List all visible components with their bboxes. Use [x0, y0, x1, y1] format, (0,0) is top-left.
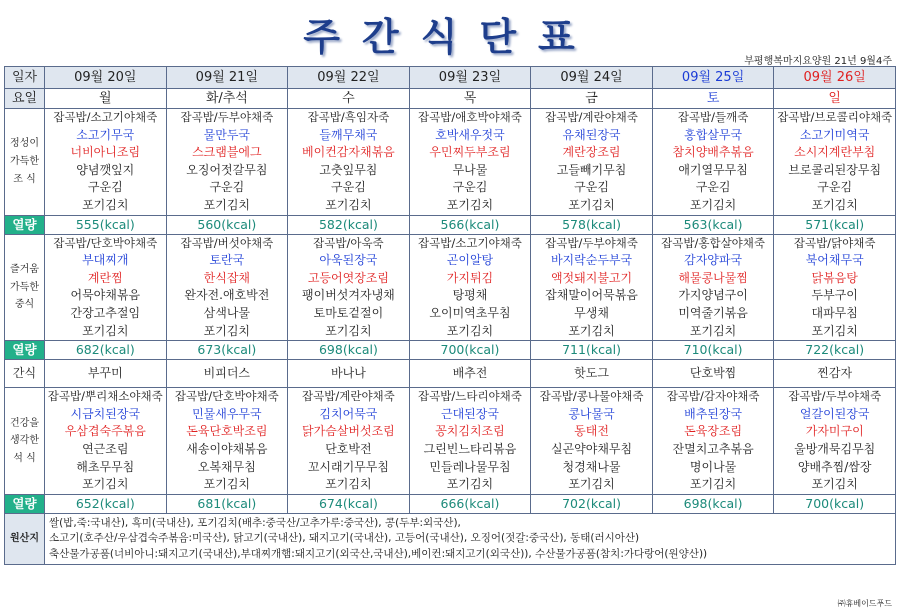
dinner-row-cell [166, 388, 288, 495]
breakfast-row [5, 109, 896, 216]
lunch-row-cell [288, 234, 410, 341]
date-cell: 09월 23일 [409, 67, 531, 89]
menu-item: 구운김 [695, 180, 731, 195]
menu-item: 무나물 [452, 162, 488, 177]
lunch-row-cell [774, 234, 896, 341]
breakfast-row-cell [409, 109, 531, 216]
menu-item: 팽이버섯겨자냉채 [302, 288, 395, 303]
menu-item: 김치어묵국 [319, 406, 378, 421]
dinner-row-label-line: 생각한 [10, 435, 39, 447]
menu-item: 고들빼기무침 [556, 162, 627, 177]
menu-item: 잡곡밥/감자야채죽 [666, 389, 760, 404]
date-cell: 09월 24일 [531, 67, 653, 89]
menu-item: 우민찌두부조림 [429, 145, 511, 160]
menu-item: 고등어엿장조림 [307, 270, 389, 285]
menu-item: 포기김치 [689, 197, 737, 212]
menu-item: 포기김치 [568, 477, 615, 492]
menu-item: 잡곡밥/느타리야채죽 [418, 389, 522, 404]
menu-item: 유채된장국 [562, 127, 621, 142]
lunch-row-label-line: 중식 [14, 299, 35, 311]
menu-item: 두부구이 [811, 288, 858, 303]
menu-item: 잡곡밥/닭야채죽 [793, 235, 876, 250]
menu-item: 잡곡밥/흑임자죽 [307, 110, 390, 124]
snack-cell: 비피더스 [166, 360, 288, 388]
snack-cell: 배추전 [409, 360, 531, 388]
menu-item: 포기김치 [568, 197, 615, 212]
dinner-row-cell [652, 388, 774, 495]
menu-item: 민물새우무국 [192, 406, 262, 421]
breakfast-row-label-line: 가득한 [10, 155, 39, 167]
menu-item: 청경채나물 [562, 459, 621, 474]
kcal-cell: 674(kcal) [288, 494, 410, 513]
menu-item: 구운김 [574, 180, 609, 195]
dinner-row-label-line: 건강을 [10, 417, 39, 429]
menu-item: 잡곡밥/계란야채죽 [302, 389, 395, 404]
kcal-cell: 652(kcal) [45, 494, 167, 513]
kcal-label: 열량 [5, 215, 45, 234]
dinner-row-kcal-row [5, 494, 896, 513]
kcal-cell: 582(kcal) [288, 215, 410, 234]
menu-item: 포기김치 [689, 323, 737, 338]
kcal-label: 열량 [5, 494, 45, 513]
menu-item: 북어채무국 [805, 253, 864, 268]
dow-cell: 일 [774, 89, 896, 109]
menu-item: 참치양배추볶음 [672, 145, 754, 160]
date-cell: 09월 26일 [774, 67, 896, 89]
menu-item: 잡채말이어묵볶음 [545, 288, 638, 303]
date-cell: 09월 25일 [652, 67, 774, 89]
menu-item: 잡곡밥/홍합살야채죽 [661, 235, 766, 250]
dow-cell: 금 [531, 89, 653, 109]
lunch-row-cell [45, 234, 167, 341]
menu-item: 계란찜 [87, 270, 123, 285]
kcal-cell: 698(kcal) [288, 341, 410, 360]
menu-item: 잡곡밥/두부야채죽 [545, 235, 638, 250]
menu-item: 포기김치 [446, 323, 494, 338]
dinner-row-cell [774, 388, 896, 495]
menu-item: 잡곡밥/소고기야채죽 [418, 235, 522, 250]
menu-item: 새송이야채볶음 [186, 441, 268, 456]
date-cell: 09월 20일 [45, 67, 167, 89]
dinner-row-label [5, 388, 45, 495]
kcal-cell: 673(kcal) [166, 341, 288, 360]
date-row [5, 67, 896, 89]
menu-item: 해초무무침 [76, 459, 135, 474]
snack-cell: 부꾸미 [45, 360, 167, 388]
breakfast-row-cell [45, 109, 167, 216]
menu-item: 한식잡채 [203, 270, 251, 285]
menu-item: 실곤약야채무침 [550, 441, 633, 456]
menu-item: 시금치된장국 [70, 406, 141, 421]
menu-item: 소고기무국 [76, 127, 135, 142]
menu-item: 포기김치 [325, 323, 372, 338]
menu-item: 구운김 [209, 180, 245, 195]
menu-item: 포기김치 [811, 197, 858, 212]
menu-item: 토란국 [209, 253, 245, 268]
menu-item: 삼색나물 [203, 305, 251, 320]
menu-item: 어묵야채볶음 [70, 288, 141, 303]
menu-item: 구운김 [817, 180, 853, 195]
menu-item: 오징어젓갈무침 [186, 162, 268, 177]
menu-item: 미역줄기볶음 [678, 305, 748, 320]
kcal-cell: 681(kcal) [166, 494, 288, 513]
kcal-cell: 710(kcal) [652, 341, 774, 360]
origin-line: 소고기(호주산/우삼겹숙주볶음:미국산), 닭고기(국내산), 돼지고기(국내산), 고등어(국내산), 오징어(젓갈:중국산), 동태(러시아산) [49, 532, 640, 545]
menu-item: 잡곡밥/두부야채죽 [788, 389, 882, 404]
kcal-cell: 698(kcal) [652, 494, 774, 513]
dow-cell: 토 [652, 89, 774, 109]
origin-line: 쌀(밥,죽:국내산), 흑미(국내산), 포기김치(배추:중국산/고추가루:중국산), 콩(두부:외국산), [49, 516, 461, 529]
menu-item: 꼬시래기무무침 [307, 459, 389, 474]
date-label: 일자 [5, 67, 45, 89]
menu-item: 포기김치 [689, 477, 737, 492]
dinner-row-cell [409, 388, 531, 495]
breakfast-row-cell [774, 109, 896, 216]
menu-item: 꽁치김치조림 [435, 424, 505, 439]
menu-item: 잡곡밥/들깨죽 [677, 110, 749, 124]
menu-item: 아욱된장국 [319, 253, 378, 268]
dow-cell: 수 [288, 89, 410, 109]
menu-item: 돈육단호박조림 [186, 424, 268, 439]
menu-item: 호박새우젓국 [435, 127, 505, 142]
menu-item: 구운김 [452, 180, 488, 195]
dow-cell: 목 [409, 89, 531, 109]
kcal-cell: 700(kcal) [409, 341, 531, 360]
menu-item: 단호박전 [325, 441, 372, 456]
lunch-row-cell [652, 234, 774, 341]
menu-item: 홍합살무국 [684, 127, 743, 142]
menu-item: 부대찌개 [82, 253, 129, 268]
breakfast-row-cell [652, 109, 774, 216]
menu-item: 바지락순두부국 [550, 253, 633, 268]
menu-item: 베이컨감자채볶음 [302, 145, 395, 160]
menu-item: 감자양파국 [684, 253, 743, 268]
menu-item: 포기김치 [568, 323, 615, 338]
lunch-row-cell [409, 234, 531, 341]
menu-item: 닭볶음탕 [811, 270, 858, 285]
menu-item: 잡곡밥/두부야채죽 [180, 110, 274, 124]
snack-cell: 바나나 [288, 360, 410, 388]
snack-cell: 찐감자 [774, 360, 896, 388]
menu-item: 너비아니조림 [70, 145, 141, 160]
snack-row [5, 360, 896, 388]
origin-label: 원산지 [5, 513, 45, 565]
menu-item: 포기김치 [203, 477, 251, 492]
menu-item: 포기김치 [811, 323, 858, 338]
menu-item: 연근조림 [82, 441, 129, 456]
menu-item: 돈육장조림 [684, 424, 743, 439]
menu-item: 잡곡밥/애호박야채죽 [418, 110, 522, 124]
menu-item: 완자전.애호박전 [184, 288, 270, 303]
menu-item: 포기김치 [446, 197, 494, 212]
origin-line: 축산물가공품(너비아니:돼지고기(국내산),부대찌개햄:돼지고기(외국산,국내산),베이컨:돼지고기(외국산)), 수산물가공품(참치:가다랑어(원양산)) [49, 547, 708, 560]
dinner-row-cell [288, 388, 410, 495]
menu-item: 무생채 [574, 305, 609, 320]
breakfast-row-kcal-row [5, 215, 896, 234]
menu-item: 포기김치 [446, 477, 494, 492]
menu-item: 소고기미역국 [799, 127, 870, 142]
breakfast-row-label-line: 정성이 [10, 138, 39, 150]
lunch-row [5, 234, 896, 341]
menu-item: 양배추찜/쌈장 [797, 459, 872, 474]
lunch-row-cell [166, 234, 288, 341]
menu-item: 잡곡밥/브로콜리야채죽 [777, 110, 893, 124]
menu-item: 토마토겉절이 [313, 305, 384, 320]
menu-item: 명이나물 [689, 459, 737, 474]
menu-item: 고춧잎무침 [319, 162, 378, 177]
kcal-cell: 566(kcal) [409, 215, 531, 234]
kcal-cell: 571(kcal) [774, 215, 896, 234]
menu-item: 그린빈느타리볶음 [423, 441, 517, 456]
menu-item: 배추된장국 [684, 406, 743, 421]
menu-item: 계란장조림 [562, 145, 621, 160]
lunch-row-cell [531, 234, 653, 341]
dow-cell: 화/추석 [166, 89, 288, 109]
lunch-row-kcal-row [5, 341, 896, 360]
kcal-cell: 702(kcal) [531, 494, 653, 513]
kcal-cell: 722(kcal) [774, 341, 896, 360]
menu-item: 오이미역초무침 [429, 305, 511, 320]
menu-item: 잡곡밥/단호박야채죽 [174, 389, 279, 404]
menu-item: 애기열무무침 [678, 162, 748, 177]
menu-item: 우삼겹숙주볶음 [64, 424, 146, 439]
menu-item: 닭가슴살버섯조림 [302, 424, 395, 439]
breakfast-row-label-line: 조 식 [13, 173, 36, 185]
kcal-cell: 666(kcal) [409, 494, 531, 513]
page-subtitle: 부평행복마지요양원 21년 9월4주 [744, 56, 892, 67]
menu-item: 잡곡밥/뿌리채소야채죽 [47, 389, 163, 404]
kcal-cell: 682(kcal) [45, 341, 167, 360]
menu-item: 근대된장국 [440, 406, 499, 421]
origin-text [45, 513, 896, 565]
breakfast-row-cell [288, 109, 410, 216]
dinner-row-cell [45, 388, 167, 495]
menu-item: 구운김 [331, 180, 366, 195]
menu-item: 잡곡밥/계란야채죽 [545, 110, 638, 124]
dinner-row-cell [531, 388, 653, 495]
dow-row [5, 89, 896, 109]
snack-label: 간식 [5, 360, 45, 388]
menu-item: 포기김치 [82, 477, 129, 492]
menu-item: 액젓돼지불고기 [550, 270, 633, 285]
kcal-cell: 555(kcal) [45, 215, 167, 234]
menu-item: 잡곡밥/소고기야채죽 [53, 110, 158, 124]
snack-cell: 핫도그 [531, 360, 653, 388]
menu-item: 탕평채 [452, 288, 488, 303]
menu-item: 포기김치 [82, 197, 129, 212]
dinner-row-label-line: 석 식 [13, 452, 36, 464]
menu-item: 잡곡밥/단호박야채죽 [53, 235, 158, 250]
menu-item: 양념깻잎지 [76, 162, 135, 177]
footer-brand: ㈜휴베이드푸드 [837, 599, 892, 608]
lunch-row-label [5, 234, 45, 341]
kcal-cell: 711(kcal) [531, 341, 653, 360]
snack-cell: 단호박찜 [652, 360, 774, 388]
dinner-row [5, 388, 896, 495]
menu-item: 들깨무채국 [319, 127, 378, 142]
menu-item: 대파무침 [811, 305, 858, 320]
menu-item: 잡곡밥/콩나물야채죽 [539, 389, 644, 404]
menu-item: 포기김치 [82, 323, 129, 338]
menu-item: 잡곡밥/버섯야채죽 [180, 235, 274, 250]
menu-item: 가지튀김 [446, 270, 494, 285]
menu-item: 울방개묵김무침 [794, 441, 876, 456]
breakfast-row-cell [531, 109, 653, 216]
origin-row [5, 513, 896, 565]
kcal-cell: 700(kcal) [774, 494, 896, 513]
breakfast-row-cell [166, 109, 288, 216]
menu-item: 콩나물국 [568, 406, 615, 421]
dow-label: 요일 [5, 89, 45, 109]
menu-item: 포기김치 [203, 197, 251, 212]
menu-item: 오복채무침 [197, 459, 256, 474]
lunch-row-label-line: 즐거움 [10, 263, 39, 275]
kcal-label: 열량 [5, 341, 45, 360]
menu-item: 잔멸치고추볶음 [672, 441, 754, 456]
menu-table [4, 66, 896, 565]
kcal-cell: 560(kcal) [166, 215, 288, 234]
kcal-cell: 578(kcal) [531, 215, 653, 234]
page-title: 주간식단표 [303, 15, 597, 59]
menu-item: 가지양념구이 [678, 288, 748, 303]
menu-item: 해물콩나물찜 [678, 270, 748, 285]
menu-item: 잡곡밥/아욱죽 [313, 235, 384, 250]
menu-item: 소시지계란부침 [794, 145, 876, 160]
menu-item: 스크램블에그 [192, 145, 262, 160]
menu-item: 민들레나물무침 [429, 459, 511, 474]
menu-item: 얼갈이된장국 [799, 406, 870, 421]
menu-item: 브로콜리된장무침 [788, 162, 882, 177]
dow-cell: 월 [45, 89, 167, 109]
menu-item: 곤이알탕 [446, 253, 494, 268]
menu-item: 포기김치 [811, 477, 858, 492]
menu-item: 포기김치 [325, 477, 372, 492]
date-cell: 09월 21일 [166, 67, 288, 89]
menu-item: 간장고추절임 [70, 305, 141, 320]
breakfast-row-label [5, 109, 45, 216]
menu-item: 가자미구이 [805, 424, 864, 439]
kcal-cell: 563(kcal) [652, 215, 774, 234]
menu-item: 구운김 [87, 180, 123, 195]
menu-item: 동태전 [574, 424, 609, 439]
date-cell: 09월 22일 [288, 67, 410, 89]
menu-item: 물만두국 [203, 127, 251, 142]
menu-item: 포기김치 [325, 197, 372, 212]
lunch-row-label-line: 가득한 [10, 281, 39, 293]
menu-item: 포기김치 [203, 323, 251, 338]
